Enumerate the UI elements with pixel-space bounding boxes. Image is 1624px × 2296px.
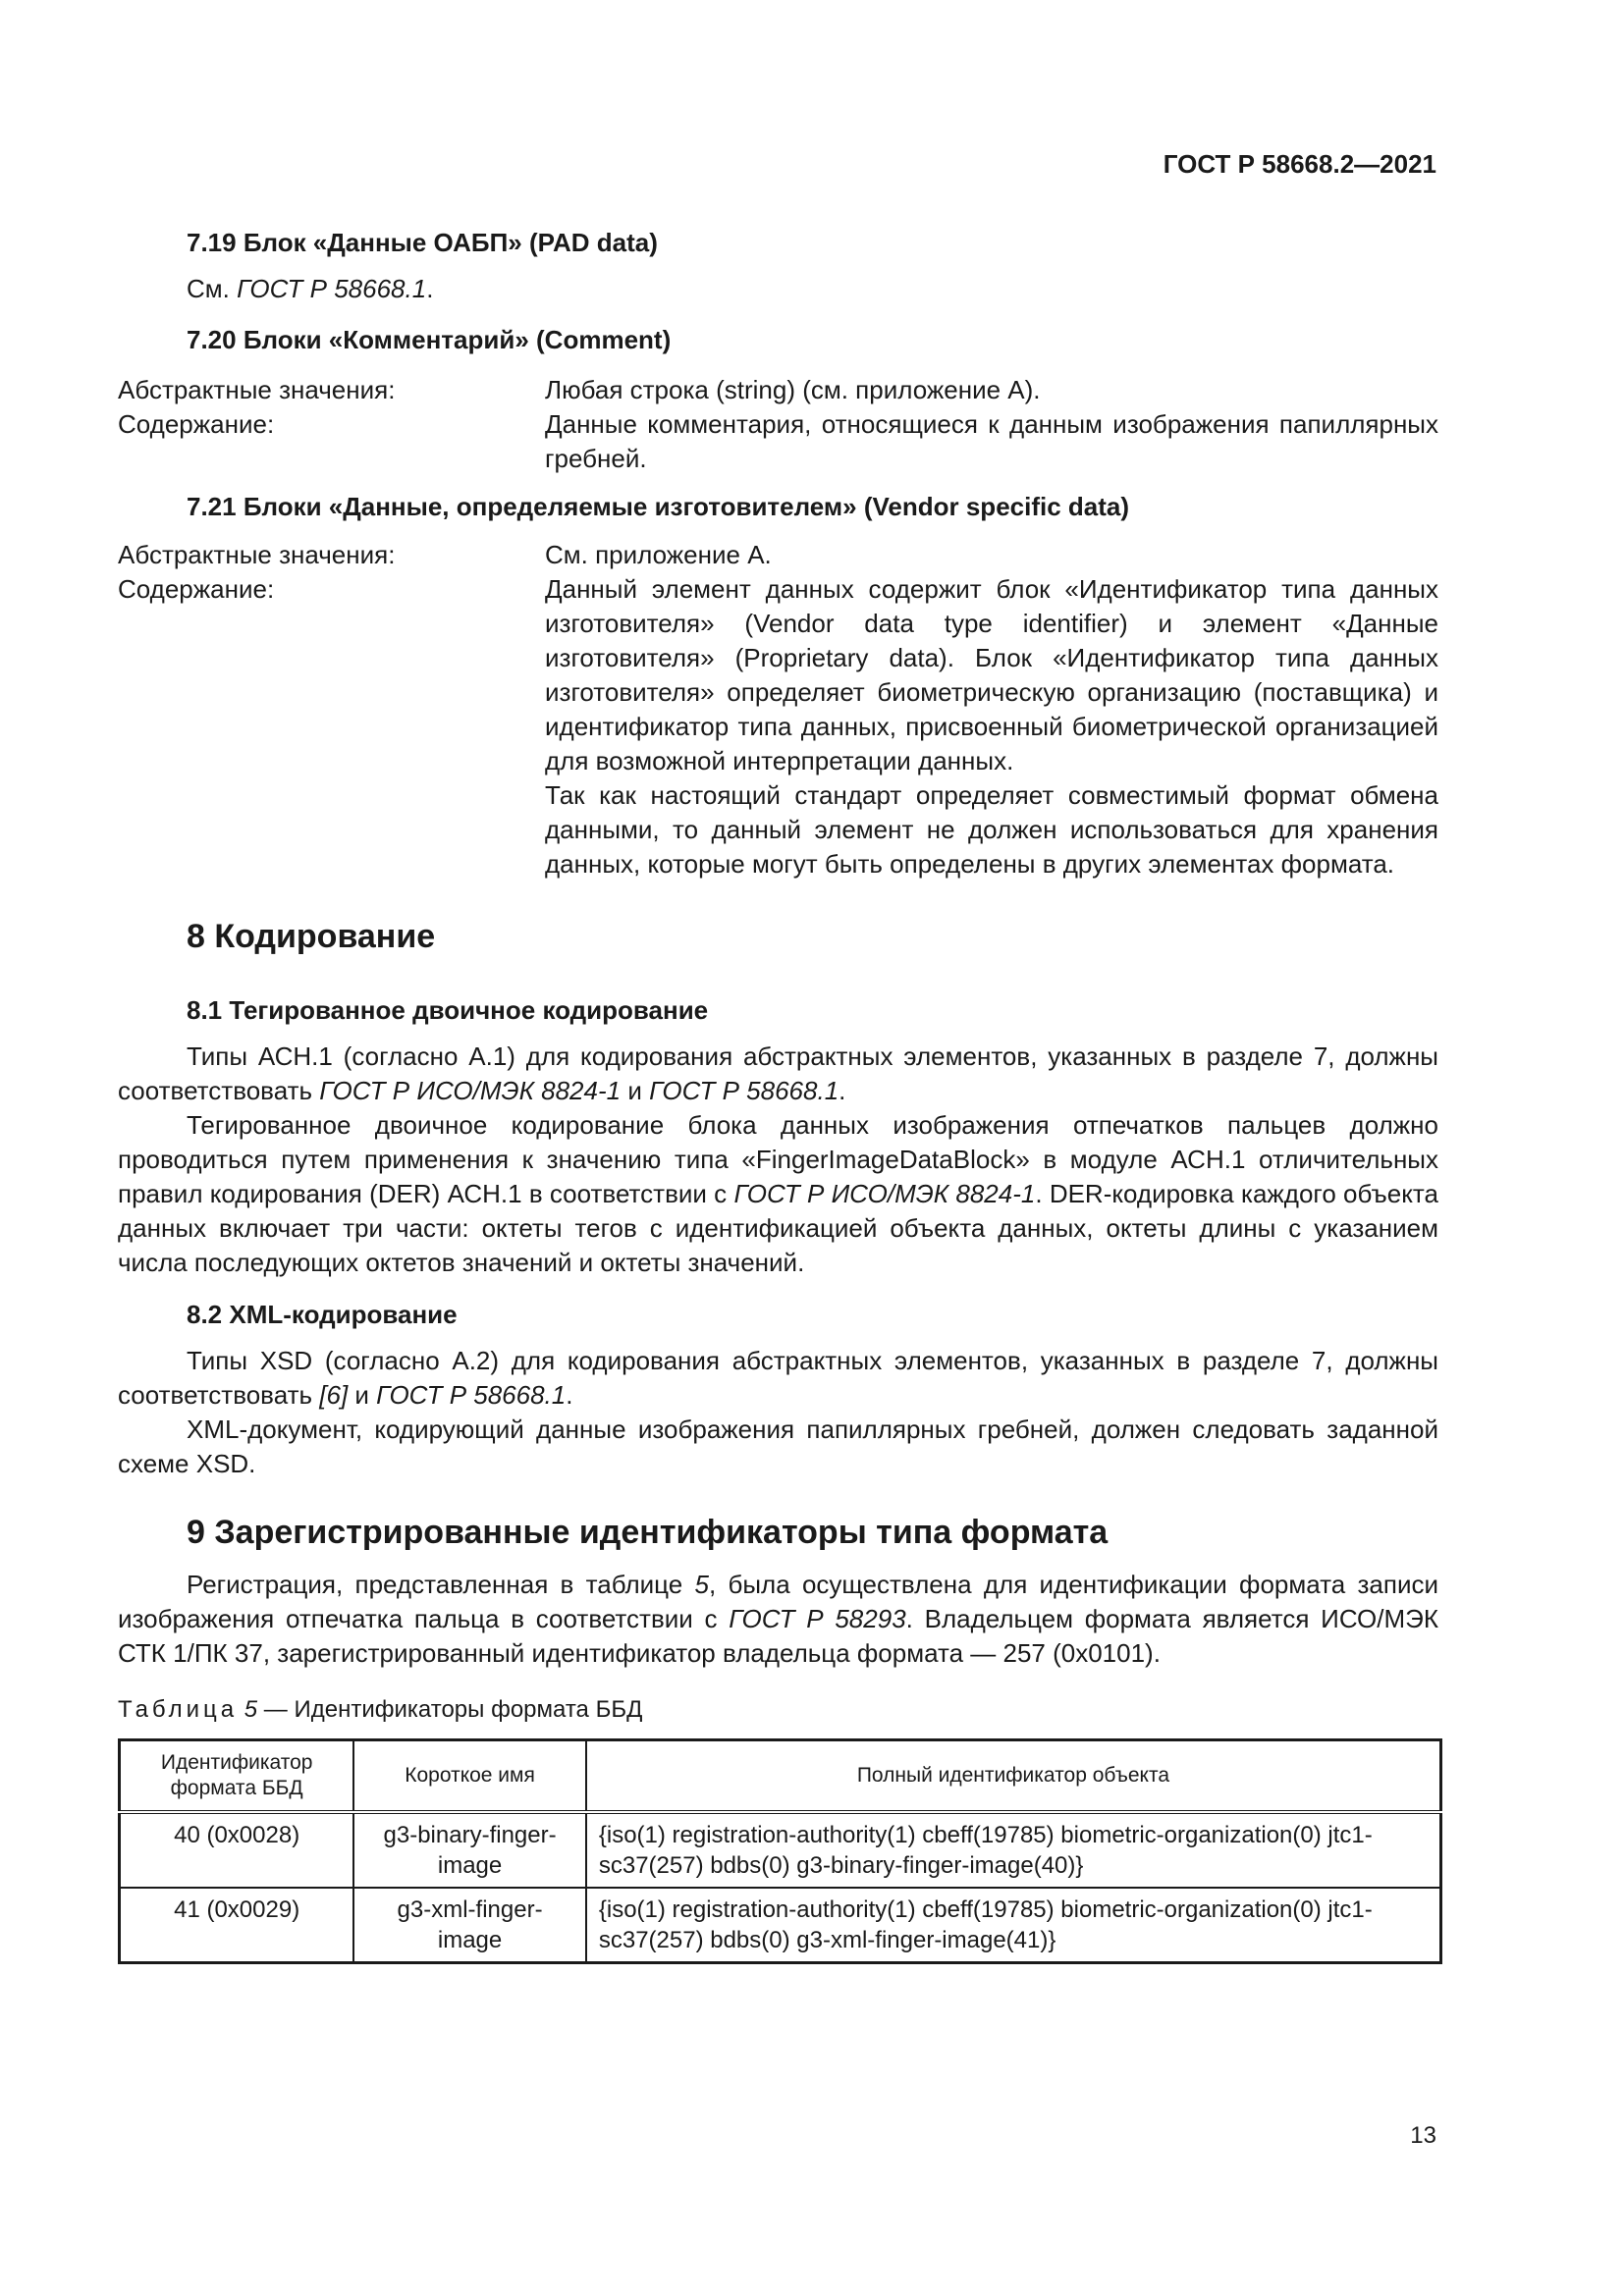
table-cell-id: 41 (0x0029) — [120, 1888, 354, 1963]
page-content — [118, 226, 1438, 1964]
standard-reference: ГОСТ Р 58293 — [729, 1604, 906, 1633]
definition-value — [545, 572, 1438, 881]
definition-value: См. приложение А. — [545, 540, 772, 569]
table-cell-short-name: g3-binary-finger-image — [353, 1812, 586, 1888]
table-row — [120, 1888, 1441, 1963]
standard-reference: ГОСТ Р 58668.1 — [649, 1076, 839, 1105]
body-paragraph: Регистрация, представленная в таблице 5, была осуществлена для идентификации формата записи изображения отпечатка пальца в соответствии с ГОСТ Р 58293. Владельцем формата является ИСО/МЭК СТК 1/ПК 37, зарегистрированный идентификатор владельца формата — 257 (0x0101). — [118, 1570, 1438, 1668]
definition-paragraph: Данный элемент данных содержит блок «Идентификатор типа данных изготовителя» (Vendor data type identifier) и элемент «Данные изготовителя» (Proprietary data). Блок «Идентификатор типа данных изготовителя» определяет биометрическую организацию (поставщика) и идентификатор типа данных, присвоенный биометрической организацией для возможной интерпретации данных. — [545, 574, 1438, 775]
section-8-1-title: 8.1 Тегированное двоичное кодирование — [187, 995, 709, 1025]
section-7-21-title: 7.21 Блоки «Данные, определяемые изготовителем» (Vendor specific data) — [187, 492, 1130, 521]
table-header-cell: Полный идентификатор объекта — [586, 1740, 1441, 1813]
page-number: 13 — [1410, 2122, 1436, 2149]
format-identifiers-table — [118, 1738, 1442, 1964]
table-cell-id: 40 (0x0028) — [120, 1812, 354, 1888]
section-7-21-definitions — [118, 538, 1438, 881]
definition-label: Содержание: — [118, 574, 275, 604]
body-paragraph: Типы АСН.1 (согласно А.1) для кодирования абстрактных элементов, указанных в разделе 7, должны соответствовать ГОСТ Р ИСО/МЭК 8824-1 и ГОСТ Р 58668.1. — [118, 1041, 1438, 1105]
section-8-title: 8 Кодирование — [187, 918, 436, 955]
standard-reference: ГОСТ Р ИСО/МЭК 8824-1 — [319, 1076, 622, 1105]
table-cell-full-oid: {iso(1) registration-authority(1) cbeff(19785) biometric-organization(0) jtc1-sc37(257) bdbs(0) g3-xml-finger-image(41)} — [586, 1888, 1441, 1963]
standard-reference: ГОСТ Р 58668.1 — [237, 274, 427, 303]
definition-row — [118, 538, 1438, 572]
definition-label: Абстрактные значения: — [118, 540, 396, 569]
table-header-cell: Идентификатор формата ББД — [120, 1740, 354, 1813]
table-number: 5 — [244, 1696, 258, 1723]
section-7-20-definitions — [118, 373, 1438, 476]
standard-reference: ГОСТ Р ИСО/МЭК 8824-1 — [733, 1179, 1036, 1208]
bibliography-reference: [6] — [319, 1380, 349, 1410]
definition-value: Любая строка (string) (см. приложение А). — [545, 375, 1041, 404]
definition-row — [118, 407, 1438, 476]
table-header-row — [120, 1740, 1441, 1813]
section-8-2-body — [118, 1344, 1438, 1481]
table-row — [120, 1812, 1441, 1888]
table-cell-full-oid: {iso(1) registration-authority(1) cbeff(19785) biometric-organization(0) jtc1-sc37(257) bdbs(0) g3-binary-finger-image(40)} — [586, 1812, 1441, 1888]
definition-label: Содержание: — [118, 409, 275, 439]
definition-row — [118, 572, 1438, 881]
table-cell-short-name: g3-xml-finger-image — [353, 1888, 586, 1963]
section-9-title: 9 Зарегистрированные идентификаторы типа формата — [187, 1514, 1109, 1551]
body-paragraph: Типы XSD (согласно А.2) для кодирования абстрактных элементов, указанных в разделе 7, должны соответствовать [6] и ГОСТ Р 58668.1. — [118, 1346, 1438, 1410]
body-paragraph: XML-документ, кодирующий данные изображения папиллярных гребней, должен следовать заданной схеме XSD. — [118, 1415, 1438, 1478]
section-9-body — [118, 1568, 1438, 1671]
document-id: ГОСТ Р 58668.2—2021 — [1163, 149, 1436, 179]
table-caption: Таблица 5 — Идентификаторы формата ББД — [118, 1696, 643, 1723]
definition-paragraph: Так как настоящий стандарт определяет совместимый формат обмена данными, то данный элемент не должен использоваться для хранения данных, которые могут быть определены в других элементах формата. — [545, 780, 1438, 879]
section-8-2-title: 8.2 XML-кодирование — [187, 1300, 458, 1329]
definition-value: Данные комментария, относящиеся к данным изображения папиллярных гребней. — [545, 409, 1438, 473]
section-7-19-title: 7.19 Блок «Данные ОАБП» (PAD data) — [187, 228, 658, 257]
standard-reference: ГОСТ Р 58668.1 — [376, 1380, 567, 1410]
definition-label: Абстрактные значения: — [118, 375, 396, 404]
table-header-cell: Короткое имя — [353, 1740, 586, 1813]
table-reference: 5 — [694, 1570, 709, 1599]
section-7-20-title: 7.20 Блоки «Комментарий» (Comment) — [187, 325, 672, 354]
body-paragraph: Тегированное двоичное кодирование блока данных изображения отпечатков пальцев должно проводиться путем применения к значению типа «FingerImageDataBlock» в модуле АСН.1 отличительных правил кодирования (DER) АСН.1 в соответствии с ГОСТ Р ИСО/МЭК 8824-1. DER-кодировка каждого объекта данных включает три части: октеты тегов с идентификацией объекта данных, октеты длины с указанием числа последующих октетов значений и октеты значений. — [118, 1110, 1438, 1277]
definition-row — [118, 373, 1438, 407]
section-7-19-text: См. ГОСТ Р 58668.1. — [187, 274, 434, 303]
section-8-1-body — [118, 1040, 1438, 1280]
